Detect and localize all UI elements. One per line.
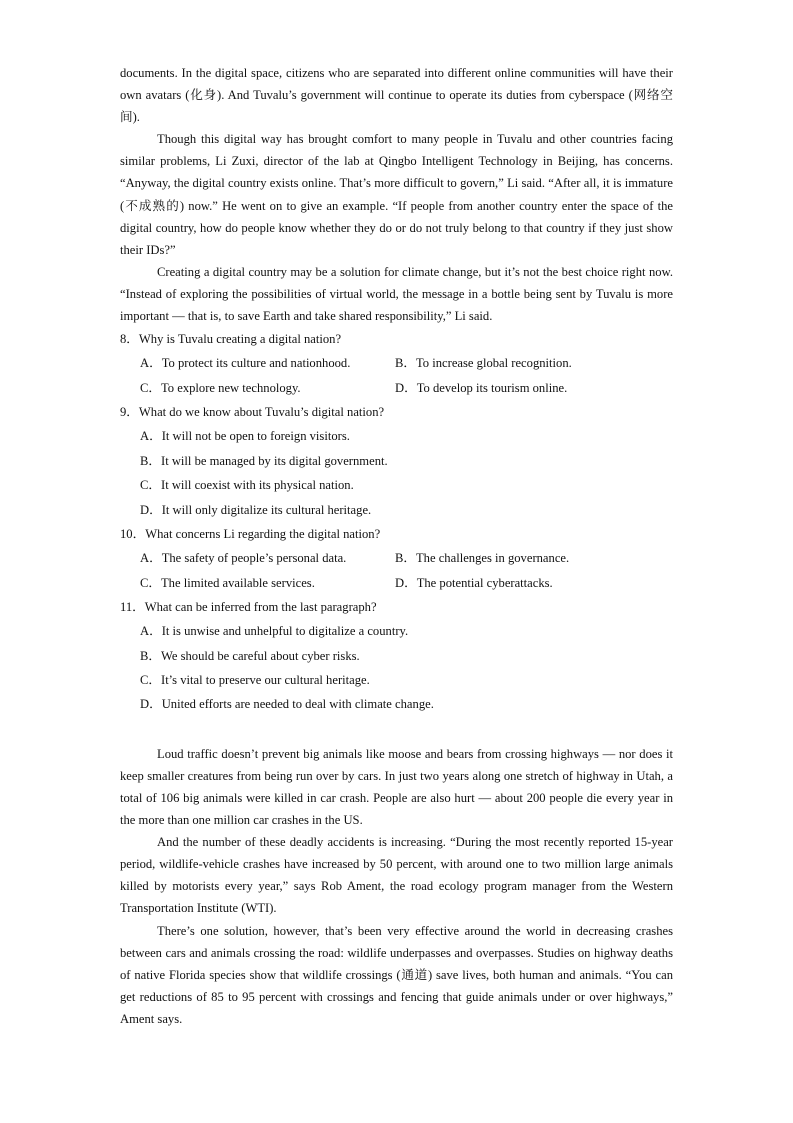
option-d: D．United efforts are needed to deal with climate change. (140, 697, 434, 712)
passage-2-paragraph: And the number of these deadly accidents is increasing. “During the most recently reported 15-year period, wildlife-vehicle crashes have increased by 50 percent, with around one to two million large animals killed by motorists every year,” says Rob Ament, the road ecology program manager from the Western Transportation Institute (WTI). (120, 835, 673, 916)
options (120, 546, 673, 595)
passage-1-paragraph: Though this digital way has brought comfort to many people in Tuvalu and other countries facing similar problems, Li Zuxi, director of the lab at Qingbo Intelligent Technology in Beijing, has concerns. “Anyway, the digital country exists online. That’s more difficult to govern,” Li said. “After all, it is immature (不成熟的) now.” He went on to give an example. “If people from another country enter the space of the digital country, how do people know whether they do or do not truly belong to that country if they just show their IDs?” (120, 132, 673, 257)
option-b: B．To increase global recognition. (395, 356, 572, 371)
document-page (120, 62, 673, 1030)
passage-2-paragraph: There’s one solution, however, that’s been very effective around the world in decreasing crashes between cars and animals crossing the road: wildlife underpasses and overpasses. Studies on highway deaths of native Florida species show that wildlife crossings (通道) save lives, both human and animals. “You can get reductions of 85 to 95 percent with crossings and fencing that guide animals under or over highways,” Ament says. (120, 923, 673, 1026)
option-c: C．It will coexist with its physical nation. (140, 478, 354, 493)
option-a: A．The safety of people’s personal data. (140, 551, 347, 566)
options (120, 351, 673, 400)
options (120, 619, 673, 717)
question-9 (120, 400, 673, 522)
option-a: A．To protect its culture and nationhood. (140, 356, 351, 371)
options (120, 424, 673, 522)
option-a: A．It is unwise and unhelpful to digitalize a country. (140, 624, 409, 639)
option-d: D．It will only digitalize its cultural heritage. (140, 502, 372, 517)
question-8 (120, 327, 673, 400)
section-gap (120, 717, 673, 743)
option-a: A．It will not be open to foreign visitors. (140, 429, 350, 444)
passage-1 (120, 62, 673, 327)
passage-2-paragraph: Loud traffic doesn’t prevent big animals like moose and bears from crossing highways — nor does it keep smaller creatures from being run over by cars. In just two years along one stretch of highway in Utah, a total of 106 big animals were killed in car crash. People are also hurt — about 200 people die every year in the more than one million car crashes in the US. (120, 746, 673, 828)
option-c: C．It’s vital to preserve our cultural heritage. (140, 673, 370, 687)
option-c: C．To explore new technology. (140, 380, 301, 395)
question-10 (120, 522, 673, 595)
question-stem: 8．Why is Tuvalu creating a digital nation? (120, 332, 342, 347)
question-stem: 10．What concerns Li regarding the digital nation? (120, 526, 381, 541)
option-b: B．It will be managed by its digital government. (140, 453, 388, 468)
option-c: C．The limited available services. (140, 575, 315, 590)
question-11 (120, 595, 673, 717)
option-d: D．The potential cyberattacks. (395, 575, 553, 590)
question-stem: 11．What can be inferred from the last paragraph? (120, 599, 377, 614)
option-b: B．We should be careful about cyber risks. (140, 648, 360, 663)
passage-1-paragraph: Creating a digital country may be a solution for climate change, but it’s not the best choice right now. “Instead of exploring the possibilities of virtual world, the message in a bottle being sent by Tuvalu is more important — that is, to save Earth and take shared responsibility,” Li said. (120, 264, 673, 324)
option-b: B．The challenges in governance. (395, 551, 570, 566)
question-stem: 9．What do we know about Tuvalu’s digital nation? (120, 405, 385, 420)
passage-2 (120, 743, 673, 1030)
option-d: D．To develop its tourism online. (395, 380, 568, 395)
passage-1-paragraph: documents. In the digital space, citizens who are separated into different online communities will have their own avatars (化身). And Tuvalu’s government will continue to operate its duties from cyberspace (网络空间). (120, 66, 673, 125)
